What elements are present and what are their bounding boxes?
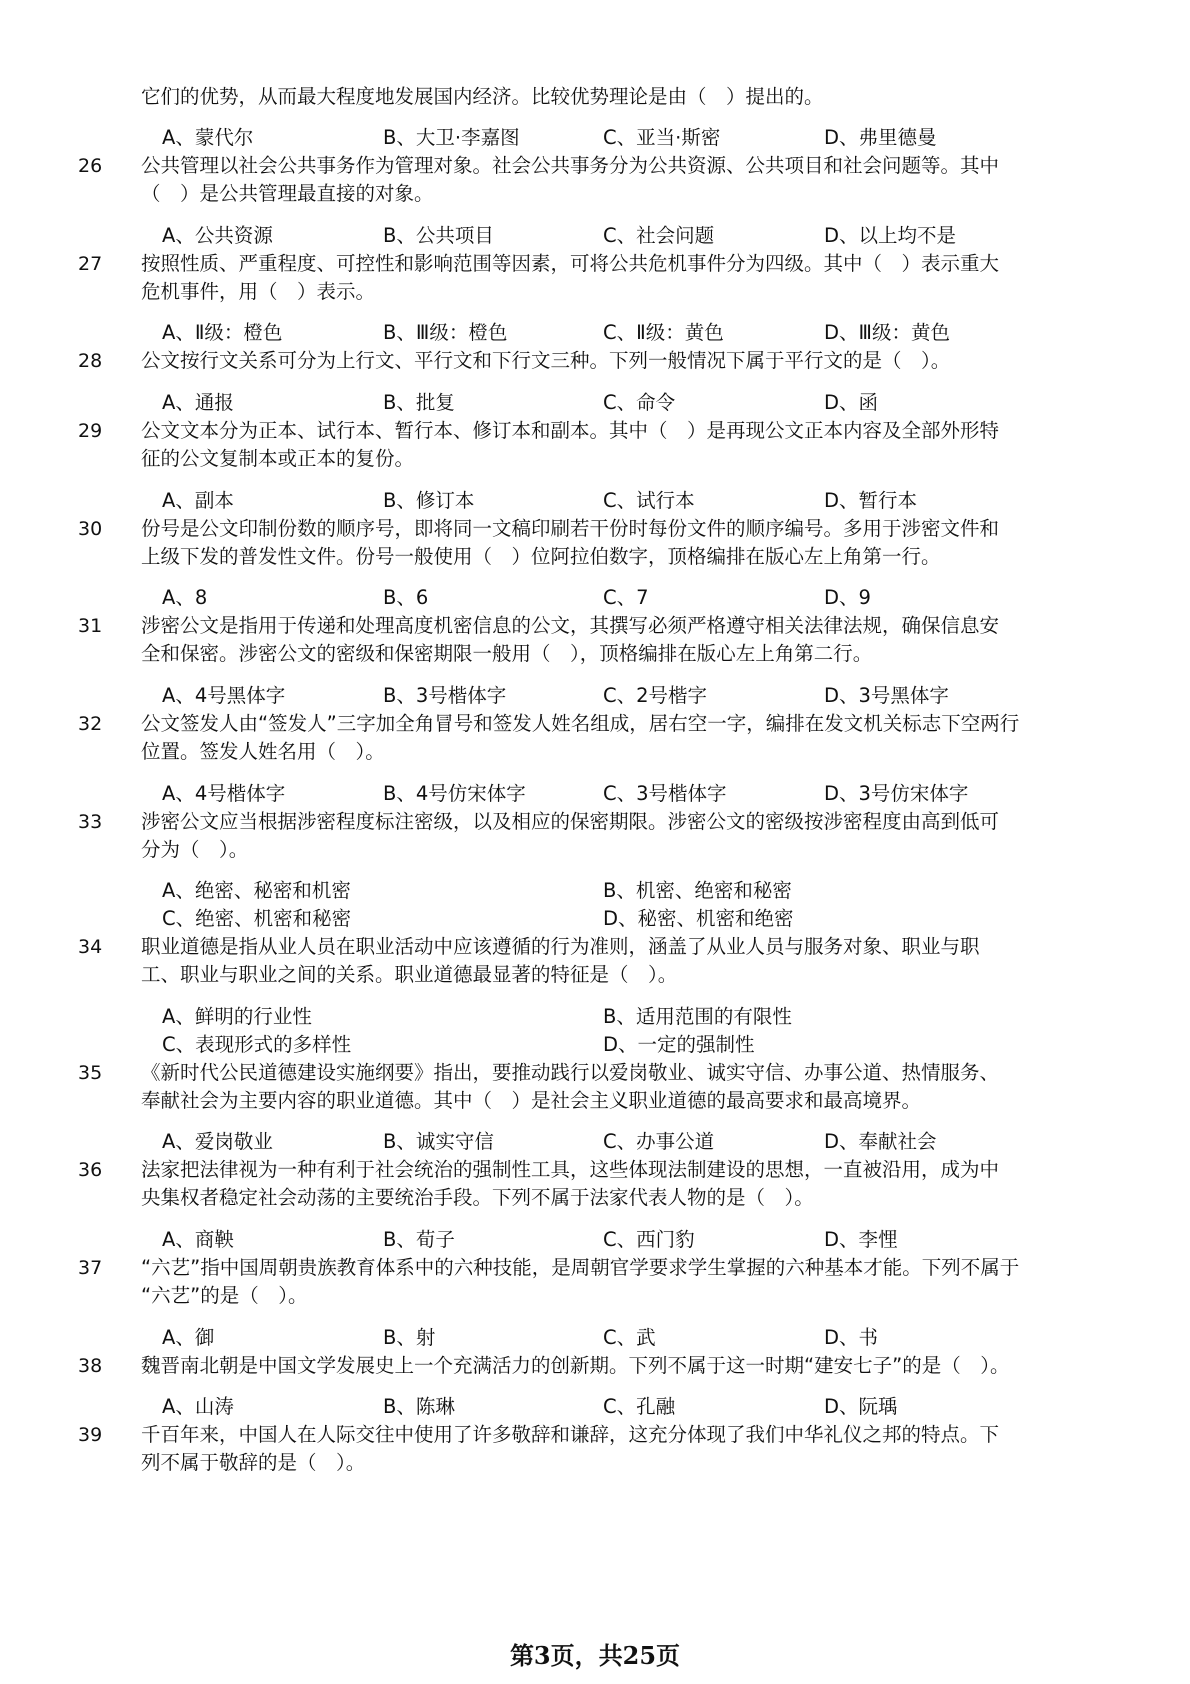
option-d: D、奉献社会 — [824, 1130, 937, 1153]
question-number: 33 — [78, 811, 103, 833]
option-a: A、通报 — [162, 391, 234, 414]
option-d: D、李悝 — [824, 1228, 898, 1251]
option-c: C、Ⅱ级：黄色 — [603, 321, 724, 344]
option-c: C、社会问题 — [603, 224, 715, 247]
option-b: B、荀子 — [383, 1228, 455, 1251]
question-text-line: 央集权者稳定社会动荡的主要统治手段。下列不属于法家代表人物的是（ ）。 — [141, 1186, 814, 1209]
option-d: D、函 — [824, 391, 879, 414]
option-a: A、4号黑体字 — [162, 684, 286, 707]
option-d: D、书 — [824, 1326, 879, 1349]
question-text-line: （ ）是公共管理最直接的对象。 — [141, 182, 434, 205]
option-a: A、商鞅 — [162, 1228, 234, 1251]
option-b: B、机密、绝密和秘密 — [603, 879, 792, 902]
question-number: 30 — [78, 518, 103, 540]
option-c: C、3号楷体字 — [603, 782, 727, 805]
question-text-line: 上级下发的普发性文件。份号一般使用（ ）位阿拉伯数字，顶格编排在版心左上角第一行。 — [141, 545, 941, 568]
question-number: 27 — [78, 253, 103, 275]
question-number: 28 — [78, 350, 103, 372]
option-c: C、绝密、机密和秘密 — [162, 907, 352, 930]
question-text-line: 公文文本分为正本、试行本、暂行本、修订本和副本。其中（ ）是再现公文正本内容及全部外形特 — [141, 419, 1000, 442]
option-b: B、修订本 — [383, 489, 475, 512]
question-text-line: “六艺”的是（ ）。 — [141, 1284, 308, 1307]
question-text-line: 征的公文复制本或正本的复份。 — [141, 447, 415, 470]
option-b: B、批复 — [383, 391, 455, 414]
option-b: B、诚实守信 — [383, 1130, 494, 1153]
option-a: A、绝密、秘密和机密 — [162, 879, 351, 902]
question-text-line: 千百年来，中国人在人际交往中使用了许多敬辞和谦辞，这充分体现了我们中华礼仪之邦的特点。下 — [141, 1423, 1000, 1446]
question-25-option-c: C、亚当·斯密 — [603, 126, 721, 149]
option-c: C、孔融 — [603, 1395, 676, 1418]
question-text-line: 列不属于敬辞的是（ ）。 — [141, 1451, 366, 1474]
question-number: 35 — [78, 1062, 103, 1084]
option-d: D、阮瑀 — [824, 1395, 898, 1418]
question-text-line: 公共管理以社会公共事务作为管理对象。社会公共事务分为公共资源、公共项目和社会问题等。其中 — [141, 154, 1000, 177]
question-text-line: 工、职业与职业之间的关系。职业道德最显著的特征是（ ）。 — [141, 963, 678, 986]
option-a: A、鲜明的行业性 — [162, 1005, 312, 1028]
question-text-line: 公文签发人由“签发人”三字加全角冒号和签发人姓名组成，居右空一字，编排在发文机关标志下空两行 — [141, 712, 1020, 735]
question-text-line: 分为（ ）。 — [141, 838, 249, 861]
option-c: C、西门豹 — [603, 1228, 695, 1251]
option-b: B、4号仿宋体字 — [383, 782, 526, 805]
question-text-line: 全和保密。涉密公文的密级和保密期限一般用（ ），顶格编排在版心左上角第二行。 — [141, 642, 873, 665]
option-a: A、副本 — [162, 489, 234, 512]
option-d: D、9 — [824, 586, 871, 609]
option-a: A、8 — [162, 586, 208, 609]
option-c: C、命令 — [603, 391, 676, 414]
question-text-line: “六艺”指中国周朝贵族教育体系中的六种技能，是周朝官学要求学生掌握的六种基本才能。下列不属于 — [141, 1256, 1020, 1279]
question-25-option-b: B、大卫·李嘉图 — [383, 126, 520, 149]
question-number: 29 — [78, 420, 103, 442]
option-d: D、一定的强制性 — [603, 1033, 755, 1056]
option-a: A、公共资源 — [162, 224, 273, 247]
option-b: B、6 — [383, 586, 429, 609]
question-text-line: 危机事件，用（ ）表示。 — [141, 280, 376, 303]
question-text-line: 涉密公文是指用于传递和处理高度机密信息的公文，其撰写必须严格遵守相关法律法规，确保信息安 — [141, 614, 1000, 637]
option-b: B、射 — [383, 1326, 436, 1349]
option-d: D、Ⅲ级：黄色 — [824, 321, 950, 344]
question-number: 36 — [78, 1159, 103, 1181]
question-number: 31 — [78, 615, 103, 637]
option-c: C、2号楷字 — [603, 684, 708, 707]
option-c: C、办事公道 — [603, 1130, 715, 1153]
option-c: C、7 — [603, 586, 649, 609]
question-number: 38 — [78, 1355, 103, 1377]
option-b: B、陈琳 — [383, 1395, 455, 1418]
question-number: 37 — [78, 1257, 103, 1279]
option-d: D、秘密、机密和绝密 — [603, 907, 794, 930]
option-c: C、试行本 — [603, 489, 695, 512]
question-text-line: 公文按行文关系可分为上行文、平行文和下行文三种。下列一般情况下属于平行文的是（ ）。 — [141, 349, 951, 372]
option-a: A、御 — [162, 1326, 215, 1349]
question-25-option-d: D、弗里德曼 — [824, 126, 937, 149]
question-number: 39 — [78, 1424, 103, 1446]
option-d: D、3号仿宋体字 — [824, 782, 969, 805]
question-text-line: 按照性质、严重程度、可控性和影响范围等因素，可将公共危机事件分为四级。其中（ ）表示重大 — [141, 252, 1000, 275]
question-text-line: 奉献社会为主要内容的职业道德。其中（ ）是社会主义职业道德的最高要求和最高境界。 — [141, 1089, 922, 1112]
page-footer: 第3页，共25页 — [509, 1641, 681, 1670]
question-25-line-2: 它们的优势，从而最大程度地发展国内经济。比较优势理论是由（ ）提出的。 — [141, 85, 824, 108]
question-text-line: 魏晋南北朝是中国文学发展史上一个充满活力的创新期。下列不属于这一时期“建安七子”的是（ ）。 — [141, 1354, 1010, 1377]
option-a: A、爱岗敬业 — [162, 1130, 273, 1153]
question-number: 32 — [78, 713, 103, 735]
option-c: C、武 — [603, 1326, 656, 1349]
question-text-line: 位置。签发人姓名用（ ）。 — [141, 740, 385, 763]
option-b: B、Ⅲ级：橙色 — [383, 321, 508, 344]
question-text-line: 法家把法律视为一种有利于社会统治的强制性工具，这些体现法制建设的思想，一直被沿用，成为中 — [141, 1158, 1000, 1181]
question-25-option-a: A、蒙代尔 — [162, 126, 254, 149]
option-d: D、以上均不是 — [824, 224, 957, 247]
option-a: A、山涛 — [162, 1395, 234, 1418]
question-number: 34 — [78, 936, 103, 958]
question-text-line: 职业道德是指从业人员在职业活动中应该遵循的行为准则，涵盖了从业人员与服务对象、职业与职 — [141, 935, 980, 958]
option-d: D、3号黑体字 — [824, 684, 949, 707]
option-b: B、适用范围的有限性 — [603, 1005, 792, 1028]
option-d: D、暂行本 — [824, 489, 918, 512]
option-c: C、表现形式的多样性 — [162, 1033, 352, 1056]
question-text-line: 份号是公文印制份数的顺序号，即将同一文稿印刷若干份时每份文件的顺序编号。多用于涉密文件和 — [141, 517, 1000, 540]
option-b: B、公共项目 — [383, 224, 494, 247]
question-text-line: 涉密公文应当根据涉密程度标注密级，以及相应的保密期限。涉密公文的密级按涉密程度由高到低可 — [141, 810, 1000, 833]
option-a: A、Ⅱ级：橙色 — [162, 321, 283, 344]
question-number: 26 — [78, 155, 103, 177]
question-text-line: 《新时代公民道德建设实施纲要》指出，要推动践行以爱岗敬业、诚实守信、办事公道、热情服务、 — [141, 1061, 1000, 1084]
option-a: A、4号楷体字 — [162, 782, 286, 805]
option-b: B、3号楷体字 — [383, 684, 507, 707]
